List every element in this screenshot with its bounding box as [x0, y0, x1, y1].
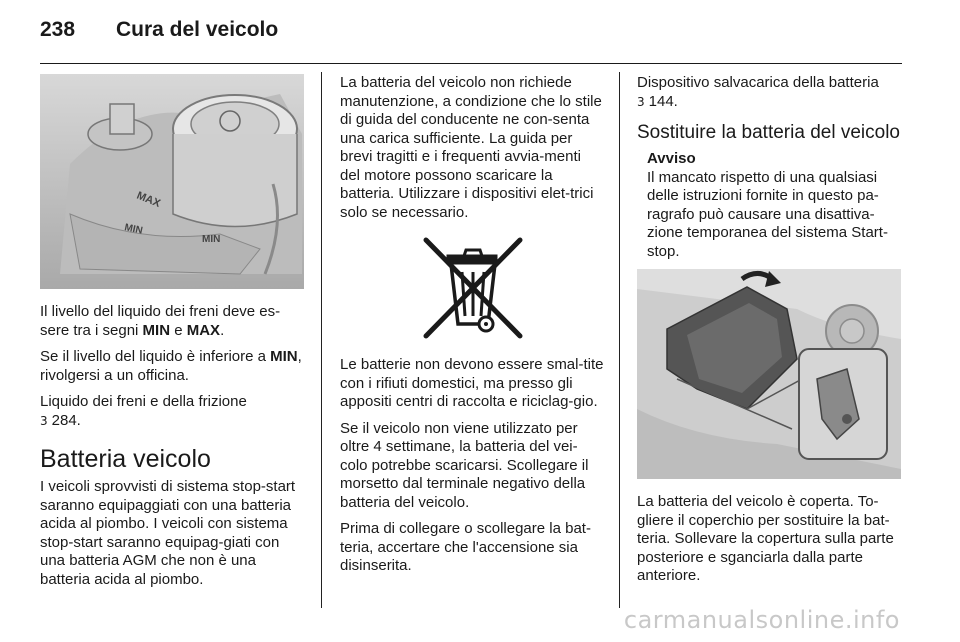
max-mark-label: MAX [134, 189, 163, 210]
column-3 [637, 74, 905, 594]
battery-maintenance-text: La batteria del veicolo non richiede manutenzione, a condizione che lo stile di guida del conducente ne con-senta una carica sufficiente. La guida per brevi tragitti e i frequenti avvia-menti del motore possono scaricare la batteria. Utilizzare i dispositivi elet-trici solo se necessario. [340, 74, 602, 221]
brake-fluid-level-text: Il livello del liquido dei freni deve es-sere tra i segni MIN e MAX. [40, 303, 281, 339]
brake-fluid-reservoir-illustration [40, 74, 304, 289]
battery-cover-image [637, 269, 901, 479]
battery-ignition-text: Prima di collegare o scollegare la bat-teria, accertare che l'accensione sia disinserita. [340, 520, 591, 574]
column-1 [40, 74, 305, 597]
page-title: Cura del veicolo [116, 18, 279, 41]
brake-fluid-low-text: Se il livello del liquido è inferiore a MIN, rivolgersi a un officina. [40, 348, 302, 384]
column-2 [340, 74, 605, 584]
section-heading-battery: Batteria veicolo [40, 445, 211, 473]
page-link[interactable]: 284. [51, 411, 81, 429]
notice-text: Il mancato rispetto di una qualsiasi delle istruzioni fornite in questo pa-ragrafo può causare una disattiva-zione temporanea del sistema Start-stop. [647, 168, 888, 260]
min-mark-label-left: MIN [123, 222, 144, 237]
page-link[interactable]: 144. [648, 92, 678, 110]
watermark: carmanualsonline.info [623, 606, 900, 634]
column-divider-2 [619, 72, 620, 608]
min-mark-label-right: MIN [202, 234, 221, 245]
crossed-out-bin-icon [418, 234, 528, 342]
brake-fluid-reservoir-image [40, 74, 304, 289]
page-reference-icon: 3 [40, 413, 48, 428]
battery-cover-illustration [637, 269, 901, 479]
page-reference-icon: 3 [637, 94, 645, 109]
notice-box [637, 150, 905, 261]
battery-discharge-text: Se il veicolo non viene utilizzato per oltre 4 settimane, la batteria del vei-colo potrebbe scaricarsi. Scollegare il morsetto dal terminale negativo della batteria del veicolo. [340, 419, 589, 511]
section-heading-replace-battery: Sostituire la batteria del veicolo [637, 122, 900, 143]
battery-disposal-text: Le batterie non devono essere smal-tite con i rifiuti domestici, ma presso gli appositi centri di raccolta e riciclag-gio. [340, 356, 604, 410]
page-number: 238 [40, 18, 76, 41]
battery-type-text: I veicoli sprovvisti di sistema stop-start saranno equipaggiati con una batteria acida al piombo. I veicoli con sistema stop-start saranno equipag-giati con una batteria AGM che non è una batteria acida al piombo. [40, 478, 296, 588]
header-rule [40, 63, 902, 64]
column-divider-1 [321, 72, 322, 608]
brake-fluid-reference: Liquido dei freni e della frizione 3 284. [40, 393, 247, 429]
battery-saver-reference: Dispositivo salvacarica della batteria 3 144. [637, 74, 879, 110]
battery-cover-text: La batteria del veicolo è coperta. To-gliere il coperchio per sostituire la bat-teria. Sollevare la copertura sulla parte posteriore e sganciarla dalla parte anteriore. [637, 493, 894, 584]
notice-title: Avviso [647, 150, 696, 167]
